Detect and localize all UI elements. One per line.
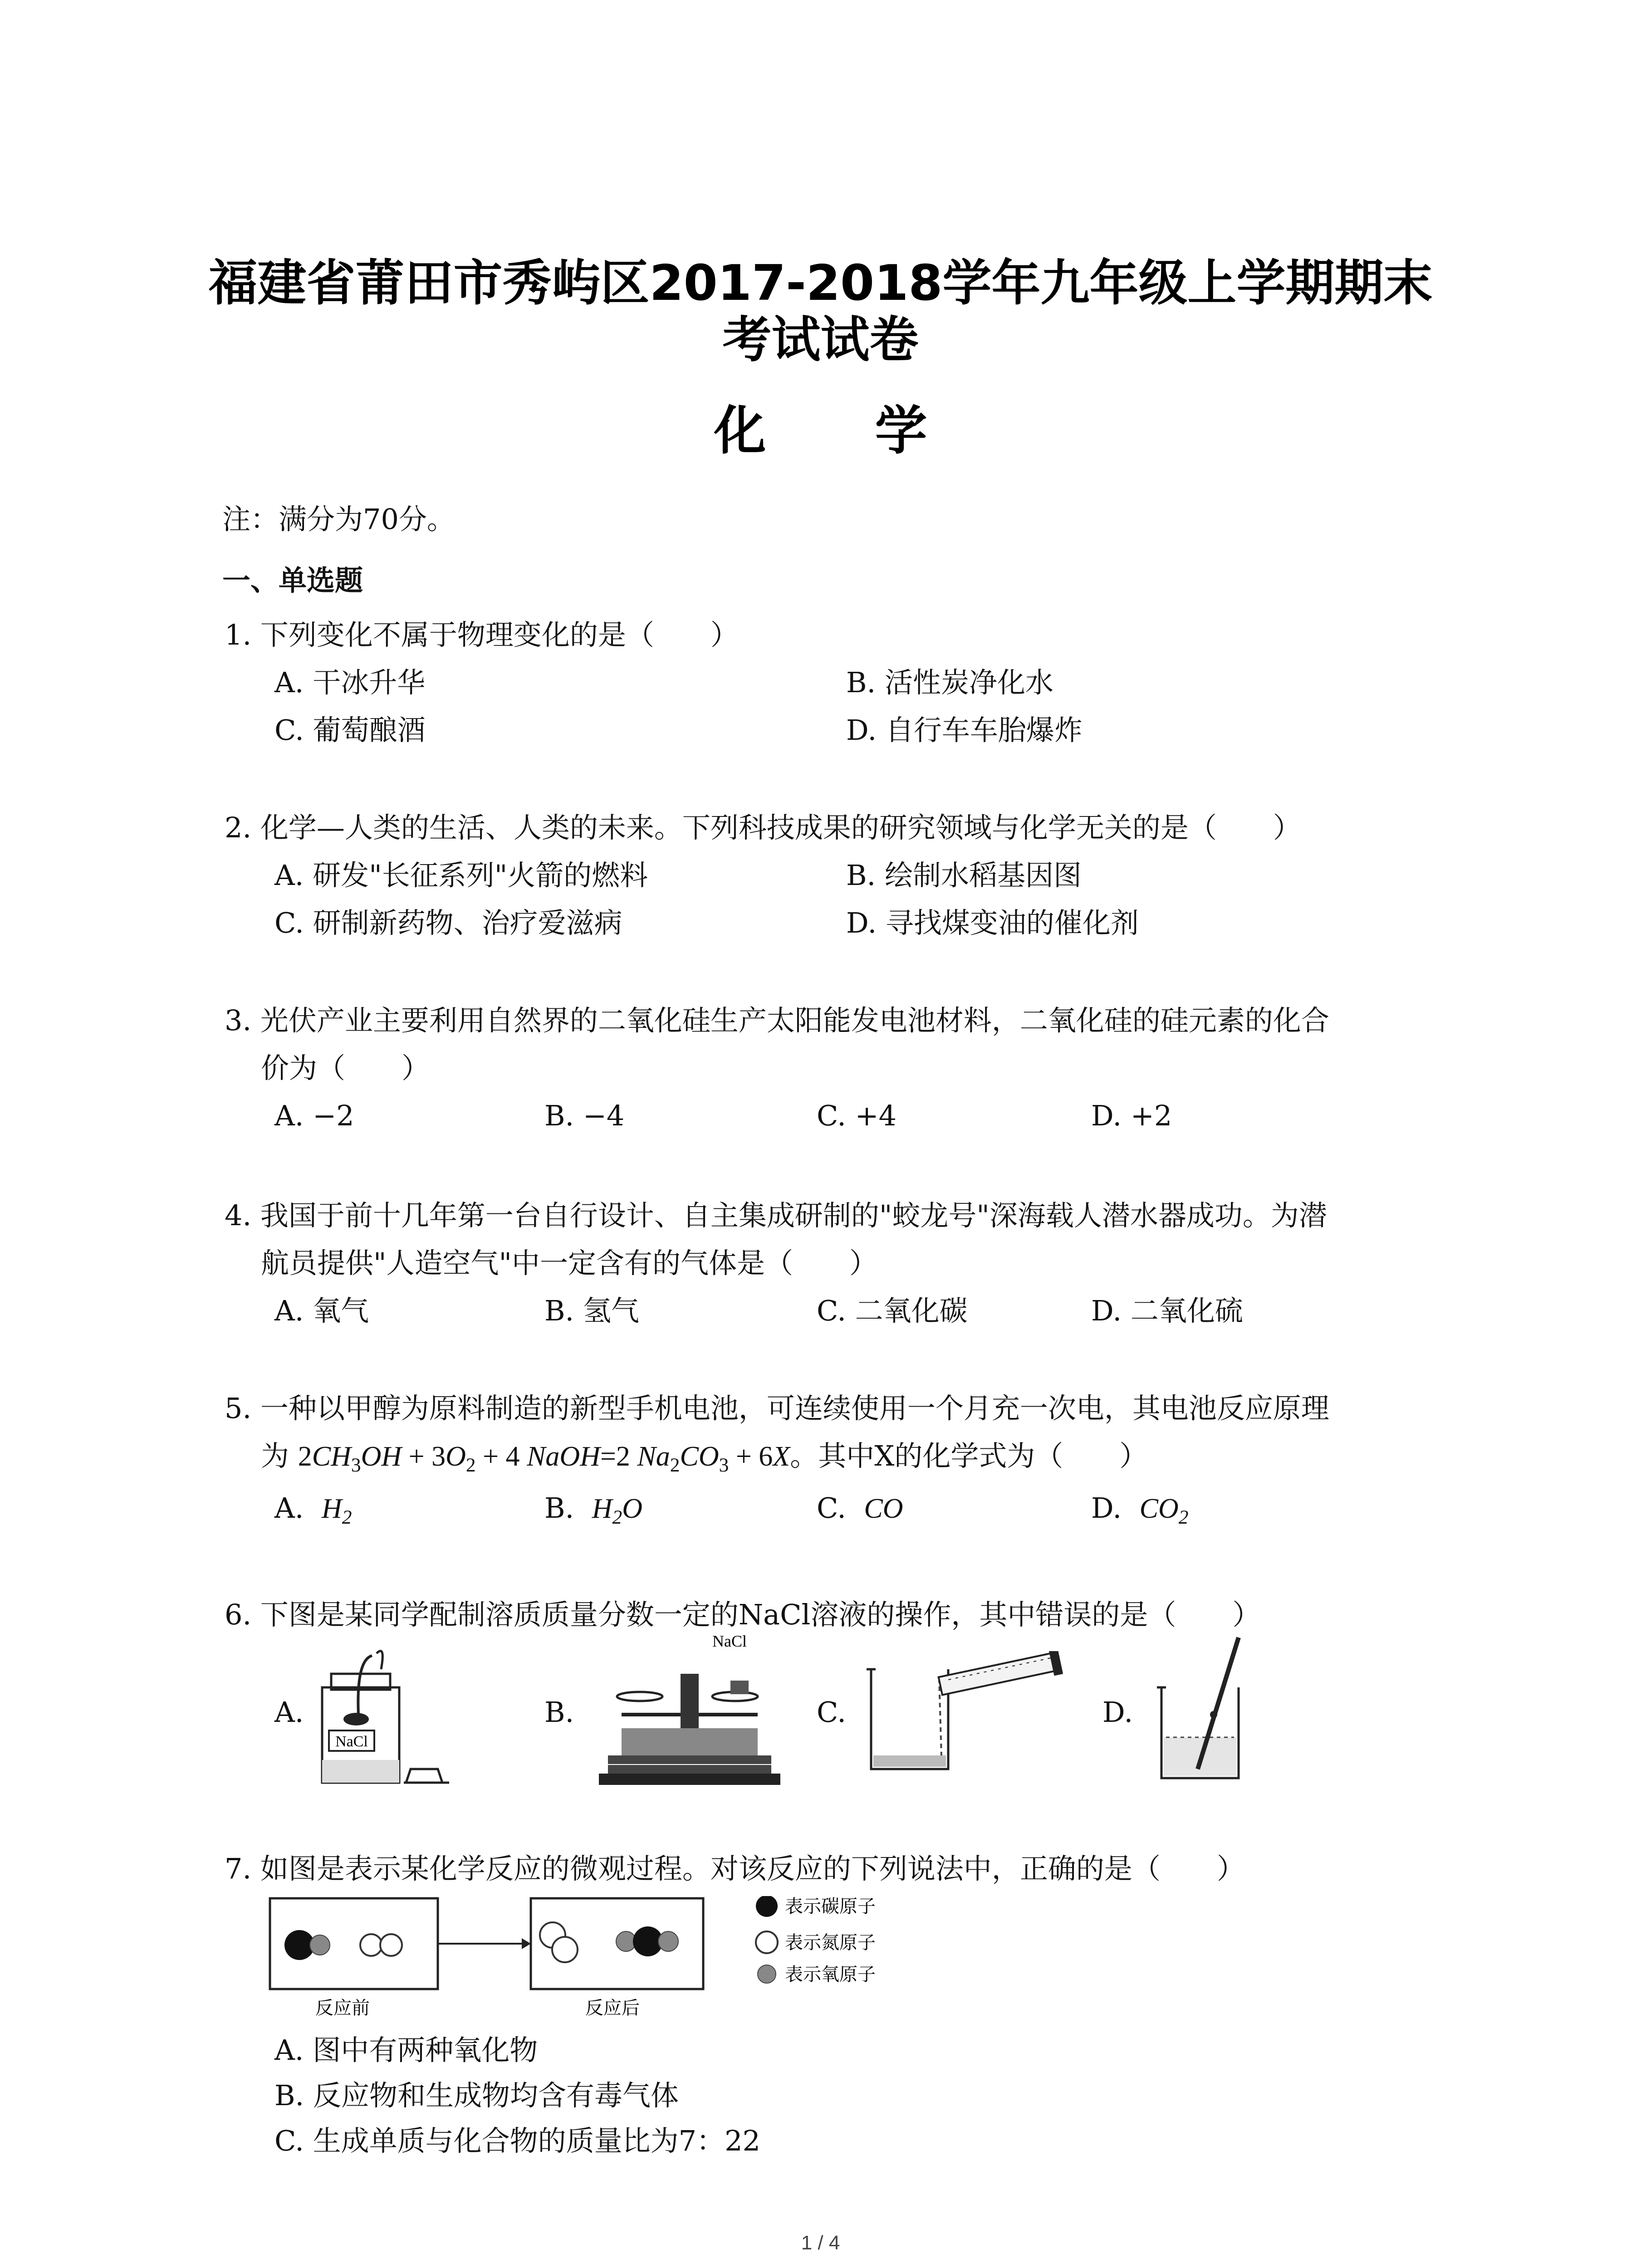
- label-before: 反应前: [315, 1998, 370, 2019]
- q6-label-b: B.: [544, 1696, 574, 1729]
- q4-option-a: A. 氧气: [274, 1294, 369, 1327]
- question-6-stem: 6. 下图是某同学配制溶质质量分数一定的NaCl溶液的操作，其中错误的是（ ）: [225, 1598, 1261, 1631]
- legend-nitrogen: 表示氮原子: [785, 1932, 876, 1953]
- q1-option-c: C. 葡萄酿酒: [274, 714, 426, 747]
- page-title: 福建省莆田市秀屿区2017-2018学年九年级上学期期末: [208, 255, 1433, 312]
- legend-nitrogen-dot: [756, 1931, 778, 1953]
- nacl-weigh-label: NaCl: [712, 1632, 747, 1650]
- section-heading: 一、单选题: [222, 564, 363, 597]
- q5-option-c: C. CO: [817, 1491, 903, 1525]
- q7-option-c: C. 生成单质与化合物的质量比为7：22: [274, 2124, 760, 2157]
- q7-option-b: B. 反应物和生成物均含有毒气体: [274, 2079, 679, 2112]
- question-1-stem: 1. 下列变化不属于物理变化的是（ ）: [225, 618, 739, 651]
- reaction-diagram: [268, 1896, 994, 2023]
- q3-option-a: A. −2: [274, 1099, 354, 1132]
- nacl-label: NaCl: [335, 1733, 368, 1750]
- question-5-equation-line: [261, 1438, 1147, 1483]
- q4-option-b: B. 氢气: [544, 1294, 639, 1327]
- reaction-equation: $2CH_3OH + 3O_2 + 4$ NaOH=2 $Na_2CO_3 + 6X$: [298, 1441, 790, 1476]
- score-note: 注：满分为70分。: [222, 503, 455, 536]
- page-title-line2: 考试试卷: [722, 312, 919, 368]
- question-3-stem-cont: 价为（ ）: [261, 1051, 430, 1085]
- figure-take-salt: [313, 1642, 458, 1792]
- q4-option-d: D. 二氧化硫: [1091, 1294, 1243, 1327]
- legend-oxygen-dot: [758, 1965, 776, 1983]
- q7-option-a: A. 图中有两种氧化物: [274, 2033, 538, 2067]
- q3-option-d: D. +2: [1091, 1099, 1172, 1132]
- legend-carbon: 表示碳原子: [785, 1896, 876, 1917]
- q6-label-a: A.: [274, 1696, 304, 1729]
- q3-option-b: B. −4: [544, 1099, 625, 1132]
- question-2-stem: 2. 化学—人类的生活、人类的未来。下列科技成果的研究领域与化学无关的是（ ）: [225, 811, 1301, 844]
- q4-option-c: C. 二氧化碳: [817, 1294, 968, 1327]
- q2-option-d: D. 寻找煤变油的催化剂: [846, 906, 1139, 939]
- question-4-stem: 4. 我国于前十几年第一台自行设计、自主集成研制的"蛟龙号"深海载人潜水器成功。为潜: [225, 1199, 1327, 1232]
- figure-balance: [594, 1628, 785, 1792]
- q1-option-a: A. 干冰升华: [274, 666, 426, 699]
- label-after: 反应后: [585, 1998, 640, 2019]
- q1-option-d: D. 自行车车胎爆炸: [846, 714, 1083, 747]
- q3-option-c: C. +4: [817, 1099, 897, 1132]
- q5-suffix: 。其中X的化学式为（ ）: [790, 1439, 1148, 1472]
- page-number: 1 / 4: [801, 2232, 840, 2254]
- q5-option-b: B. $H_2O$: [544, 1491, 642, 1529]
- q2-option-c: C. 研制新药物、治疗爱滋病: [274, 906, 622, 939]
- q6-label-c: C.: [817, 1696, 846, 1729]
- q2-option-b: B. 绘制水稻基因图: [846, 859, 1082, 892]
- q5-option-d: D. $CO_2$: [1091, 1491, 1189, 1529]
- question-7-stem: 7. 如图是表示某化学反应的微观过程。对该反应的下列说法中，正确的是（ ）: [225, 1852, 1245, 1885]
- legend-oxygen: 表示氧原子: [785, 1964, 876, 1985]
- figure-stir: [1148, 1633, 1266, 1787]
- q1-option-b: B. 活性炭净化水: [846, 666, 1053, 699]
- question-4-stem-cont: 航员提供"人造空气"中一定含有的气体是（ ）: [261, 1246, 878, 1280]
- q6-label-d: D.: [1102, 1696, 1133, 1729]
- q5-prefix: 为: [261, 1439, 289, 1472]
- question-5-stem: 5. 一种以甲醇为原料制造的新型手机电池，可连续使用一个月充一次电，其电池反应原理: [225, 1392, 1329, 1425]
- subject-title: 化 学: [714, 401, 973, 461]
- q2-option-a: A. 研发"长征系列"火箭的燃料: [274, 859, 648, 892]
- q5-option-a: A. $H_2$: [274, 1491, 352, 1529]
- question-3-stem: 3. 光伏产业主要利用自然界的二氧化硅生产太阳能发电池材料，二氧化硅的硅元素的化合: [225, 1004, 1329, 1037]
- legend-carbon-dot: [756, 1896, 778, 1917]
- figure-pour-water: [862, 1651, 1071, 1778]
